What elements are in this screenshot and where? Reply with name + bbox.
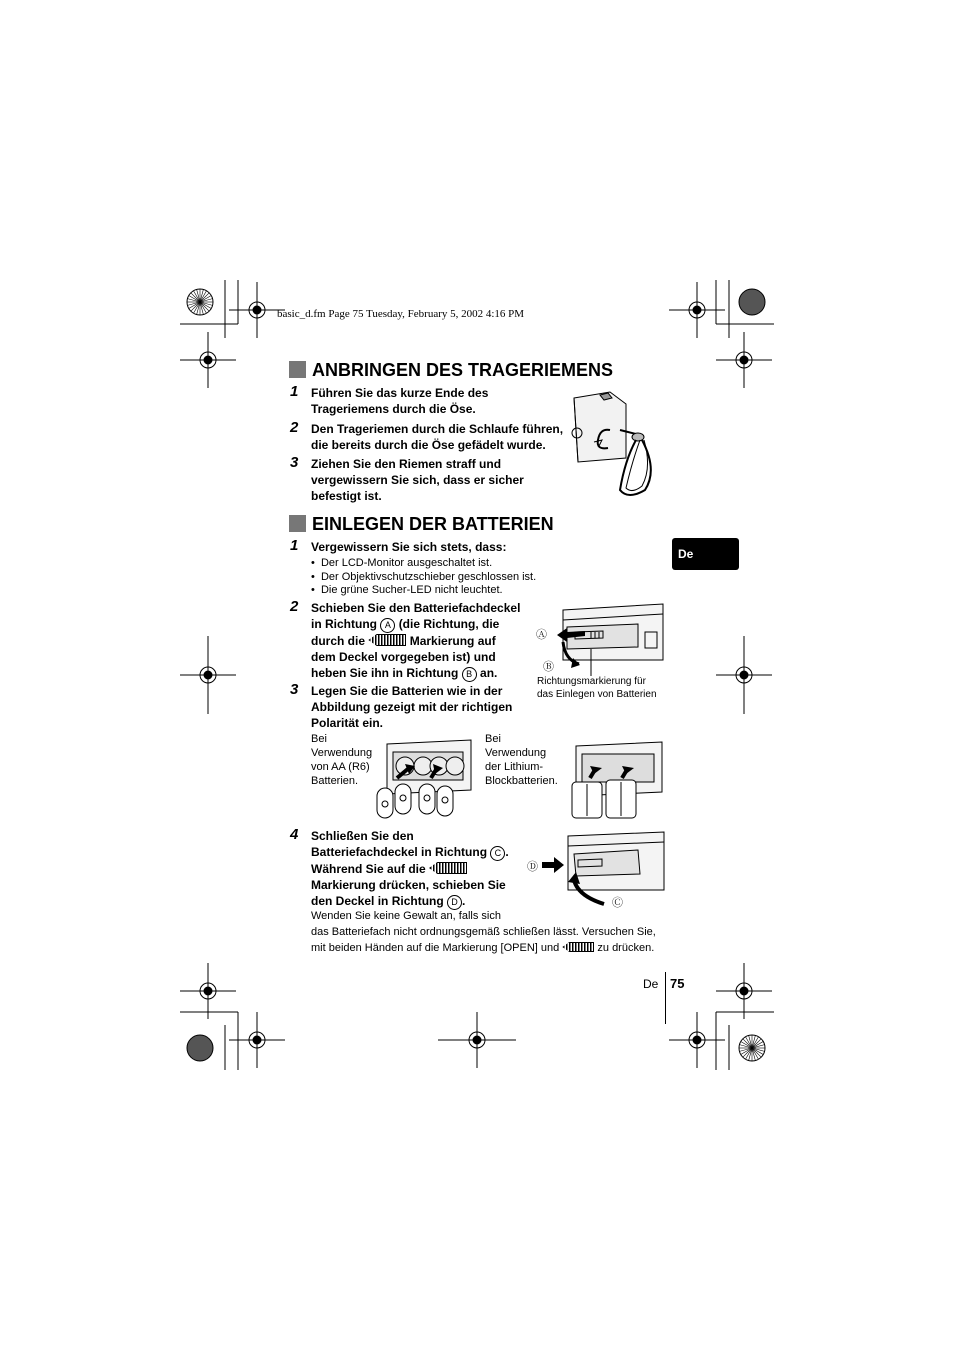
section-title-strap: ANBRINGEN DES TRAGERIEMENS	[289, 360, 613, 381]
svg-text:Ⓓ: Ⓓ	[527, 861, 538, 873]
direction-marker-icon	[368, 634, 406, 646]
step-text: Legen Sie die Batterien wie in der Abbildung gezeigt mit der richtigen Polarität ein.	[311, 684, 513, 730]
file-header: basic_d.fm Page 75 Tuesday, February 5, 2002 4:16 PM	[277, 308, 525, 320]
step-text: Den Trageriemen durch die Schlaufe führen, die bereits durch die Öse gefädelt wurde.	[311, 422, 564, 452]
direction-marker-icon	[429, 862, 467, 874]
caption-lithium: Bei Verwendung der Lithium- Blockbatterien.	[485, 733, 558, 787]
step-number: 2	[290, 419, 299, 436]
step-text: Vergewissern Sie sich stets, dass:	[311, 540, 507, 554]
section-title-batteries: EINLEGEN DER BATTERIEN	[289, 514, 554, 535]
list-item: • Die grüne Sucher-LED nicht leuchtet.	[311, 584, 503, 596]
svg-text:Ⓑ: Ⓑ	[543, 661, 554, 673]
step-text: Führen Sie das kurze Ende des Trageriemens durch die Öse.	[311, 386, 489, 416]
bullet-list	[311, 557, 536, 598]
step-text: Schieben Sie den Batteriefachdeckel in Richtung A (die Richtung, die durch die Markierung auf dem Deckel vorgegeben ist) und heben Sie ihn in Richtung B an.	[311, 601, 521, 680]
battery-cover-illustration	[533, 602, 665, 677]
page-number: 75	[670, 976, 685, 991]
language-tab: De	[672, 538, 739, 570]
step-number: 3	[290, 454, 299, 471]
direction-marker-icon	[562, 942, 594, 952]
step-text: Schließen Sie den Batteriefachdeckel in Richtung C . Während Sie auf die Markierung drücken, schieben Sie den Deckel in Richtung D .	[311, 829, 509, 908]
battery-close-illustration	[526, 830, 666, 912]
caption-aa: Bei Verwendung von AA (R6) Batterien.	[311, 733, 373, 787]
lithium-batteries-illustration	[566, 740, 664, 822]
section-square-icon	[289, 361, 306, 378]
strap-illustration	[570, 390, 665, 500]
step-text: Ziehen Sie den Riemen straff und vergewissern Sie sich, dass er sicher befestigt ist.	[311, 457, 524, 503]
footer-divider	[665, 972, 666, 1024]
step-number: 1	[290, 537, 299, 554]
svg-text:Ⓐ: Ⓐ	[536, 629, 547, 641]
aa-batteries-illustration	[375, 738, 473, 822]
step-number: 4	[290, 826, 299, 843]
label-b-icon: B	[462, 667, 477, 682]
step-number: 2	[290, 598, 299, 615]
footer-lang: De	[643, 977, 659, 991]
closing-note: Wenden Sie keine Gewalt an, falls sich	[311, 910, 501, 922]
caption-direction: Richtungsmarkierung für das Einlegen von Batterien	[537, 676, 657, 700]
closing-note: das Batteriefach nicht ordnungsgemäß schließen lässt. Versuchen Sie, mit beiden Händen auf die Markierung [OPEN] und zu drücken.	[311, 926, 656, 954]
label-d-icon: D	[447, 895, 462, 910]
step-number: 1	[290, 383, 299, 400]
list-item: • Der LCD-Monitor ausgeschaltet ist.	[311, 557, 493, 569]
section-square-icon	[289, 515, 306, 532]
label-a-icon: A	[380, 618, 395, 633]
step-number: 3	[290, 681, 299, 698]
list-item: • Der Objektivschutzschieber geschlossen ist.	[311, 570, 537, 583]
label-c-icon: C	[490, 846, 505, 861]
svg-text:Ⓒ: Ⓒ	[612, 897, 623, 909]
